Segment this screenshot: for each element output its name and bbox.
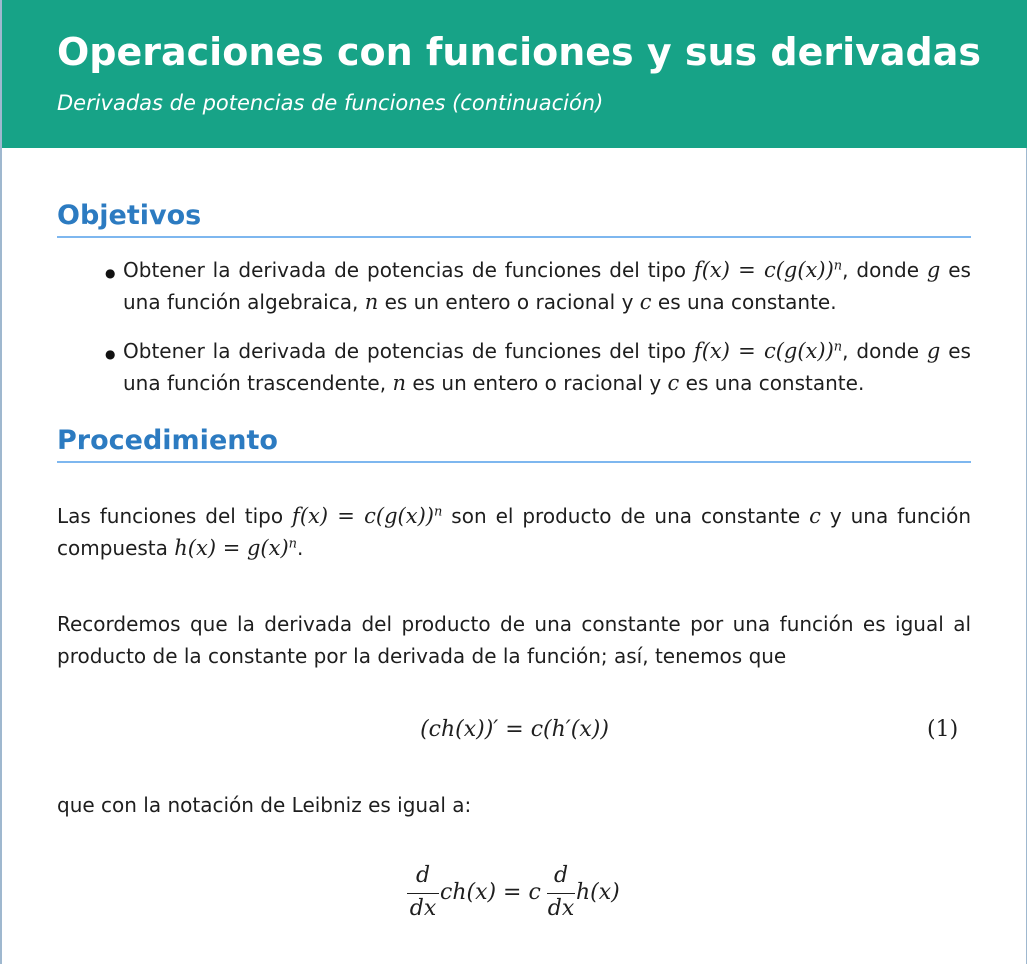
equation-number: (1) [927,717,959,742]
fraction-denominator: dx [409,896,437,921]
fraction-bar [407,893,439,894]
equation-product-derivative: (ch(x))′ = c(h′(x)) [420,717,609,742]
equation-right-expression: h(x) [576,880,620,905]
fraction-numerator: d [415,863,431,888]
equation-middle-expression: ch(x) = c [440,880,541,905]
objective-item: Obtener la derivada de potencias de funciones del tipo $f(x) = c(g(x))^n$, donde g es una función algebraica, n es un entero o racional y c es una constante. [123,258,971,314]
procedure-heading: Procedimiento [57,424,971,463]
fraction-numerator: d [553,863,569,888]
bullet-icon: ● [105,266,116,280]
page-subtitle: Derivadas de potencias de funciones (continuación) [57,91,604,115]
fraction-denominator: dx [547,896,575,921]
objective-item: Obtener la derivada de potencias de funciones del tipo $f(x) = c(g(x))^n$, donde g es una función trascendente, n es un entero o racional y c es una constante. [123,339,971,395]
procedure-paragraph-1: Las funciones del tipo $f(x) = c(g(x))^n$ son el producto de una constante c y una función compuesta $h(x) = g(x)^n$. [57,504,972,560]
procedure-paragraph-2: Recordemos que la derivada del producto de una constante por una función es igual al producto de la constante por la derivada de la función; así, tenemos que [57,612,971,668]
fraction-bar [547,893,575,894]
objectives-heading: Objetivos [57,199,971,238]
bullet-icon: ● [105,347,116,361]
document-header [2,0,1027,148]
procedure-paragraph-3: que con la notación de Leibniz es igual a: [57,793,472,817]
page-title: Operaciones con funciones y sus derivadas [57,30,982,74]
